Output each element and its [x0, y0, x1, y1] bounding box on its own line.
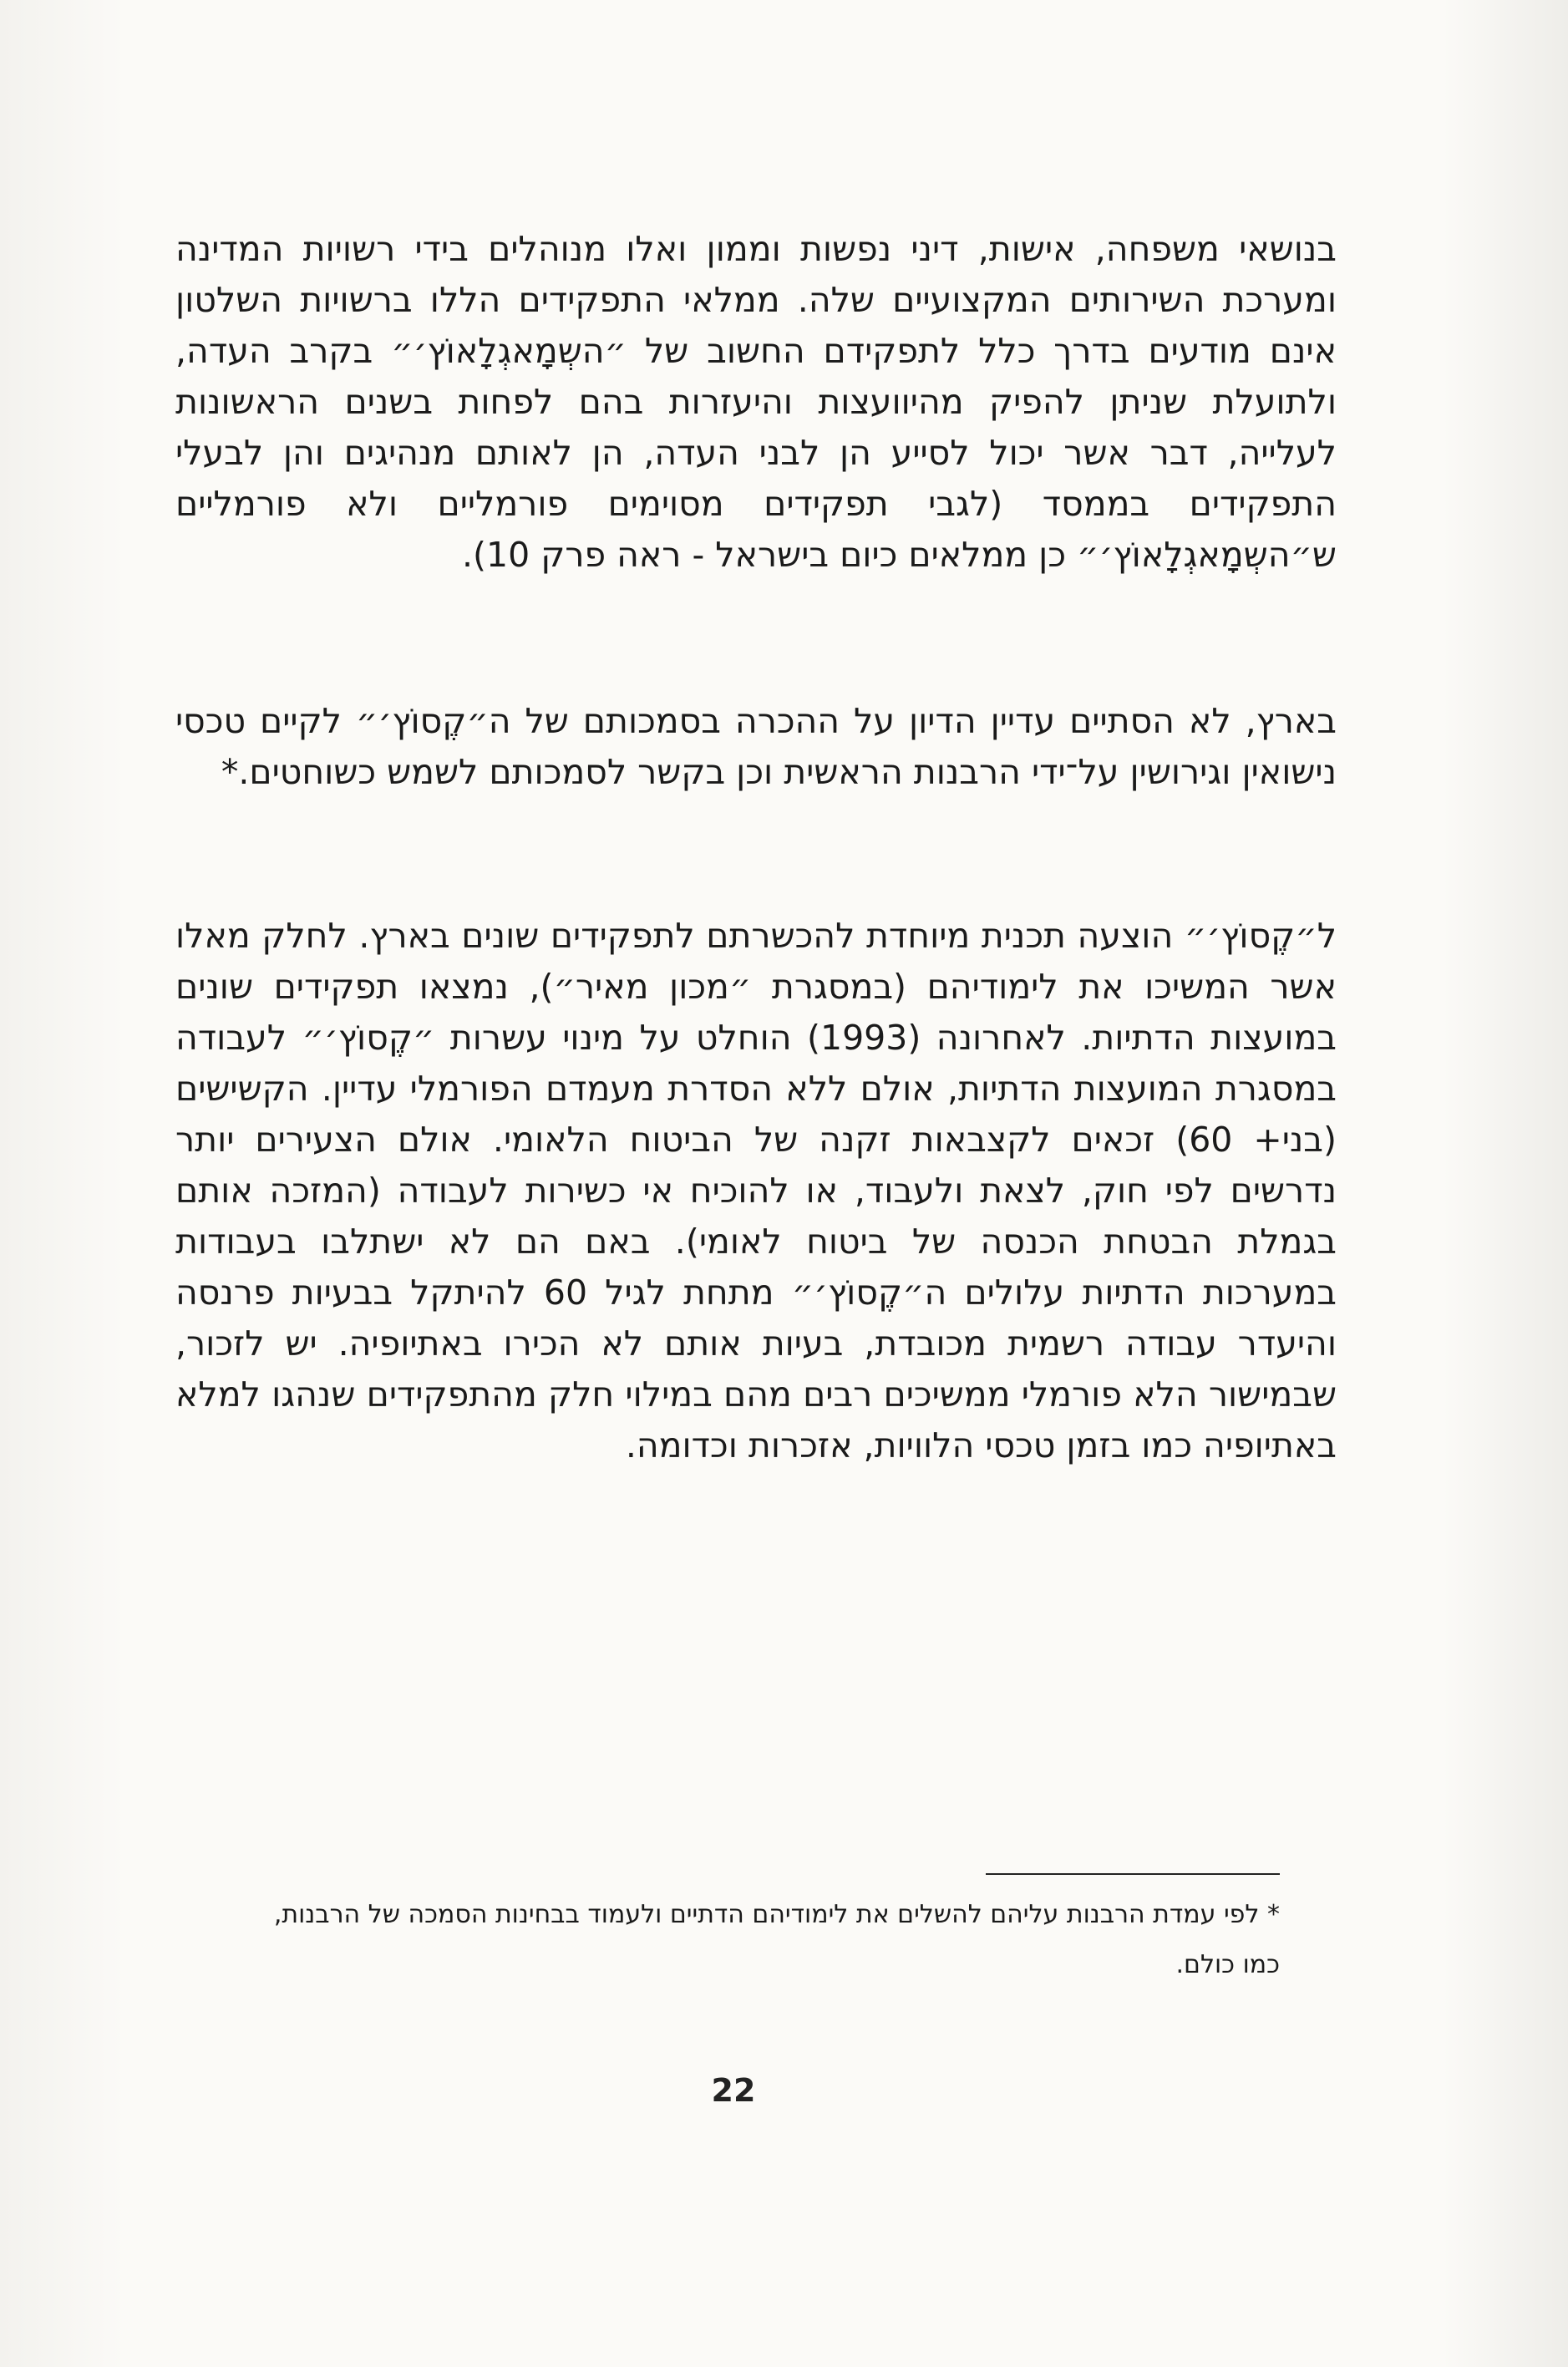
body-paragraph-3 [175, 911, 1337, 1471]
footnote [175, 1890, 1280, 1990]
footnote-divider [986, 1873, 1280, 1875]
paragraph-text: בארץ, לא הסתיים עדיין הדיון על ההכרה בסמכותם של ה״קֶסוֹץ׳״ לקיים טכסי נישואין וגירושין על־ידי הרבנות הראשית וכן בקשר לסמכותם לשמש כשוחטים.* [175, 701, 1337, 792]
paragraph-text: ל״קֶסוֹץ׳״ הוצעה תכנית מיוחדת להכשרתם לתפקידים שונים בארץ. לחלק מאלו אשר המשיכו את לימודיהם (במסגרת ״מכון מאיר״), נמצאו תפקידים שונים במועצות הדתיות. לאחרונה (1993) הוחלט על מינוי עשרות ״קֶסוֹץ׳״ לעבודה במסגרת המועצות הדתיות, אולם ללא הסדרת מעמדם הפורמלי עדיין. הקשישים (בני+ 60) זכאים לקצבאות זקנה של הביטוח הלאומי. אולם הצעירים יותר נדרשים לפי חוק, לצאת ולעבוד, או להוכיח אי כשירות לעבודה (המזכה אותם בגמלת הבטחת הכנסה של ביטוח לאומי). באם הם לא ישתלבו בעבודות במערכות הדתיות עלולים ה״קֶסוֹץ׳״ מתחת לגיל 60 להיתקל בבעיות פרנסה והיעדר עבודה רשמית מכובדת, בעיות אותם לא הכירו באתיופיה. יש לזכור, שבמישור הלא פורמלי ממשיכים רבים מהם במילוי חלק מהתפקידים שנהגו למלא באתיופיה כמו בזמן טכסי הלוויות, אזכרות וכדומה. [175, 916, 1337, 1465]
body-paragraph-1 [175, 224, 1337, 581]
footnote-line-2: כמו כולם. [1175, 1950, 1280, 1979]
paragraph-text: בנושאי משפחה, אישות, דיני נפשות וממון ואלו מנוהלים בידי רשויות המדינה ומערכת השירותים המקצועיים שלה. ממלאי התפקידים הללו ברשויות השלטון אינם מודעים בדרך כלל לתפקידם החשוב של ״השְמָאגְלָאוֹץ׳״ בקרב העדה, ולתועלת שניתן להפיק מהיוועצות והיעזרות בהם לפחות בשנים הראשונות לעלייה, דבר אשר יכול לסייע הן לבני העדה, הן לאותם מנהיגים והן לבעלי התפקידים בממסד (לגבי תפקידים מסוימים פורמליים ולא פורמליים ש״השְמָאגְלָאוֹץ׳״ כן ממלאים כיום בישראל - ראה פרק 10). [175, 229, 1337, 575]
body-paragraph-2 [175, 696, 1337, 798]
footnote-line-1: * לפי עמדת הרבנות עליהם להשלים את לימודיהם הדתיים ולעמוד בבחינות הסמכה של הרבנות, [273, 1900, 1280, 1929]
page-number: 22 [711, 2072, 756, 2109]
